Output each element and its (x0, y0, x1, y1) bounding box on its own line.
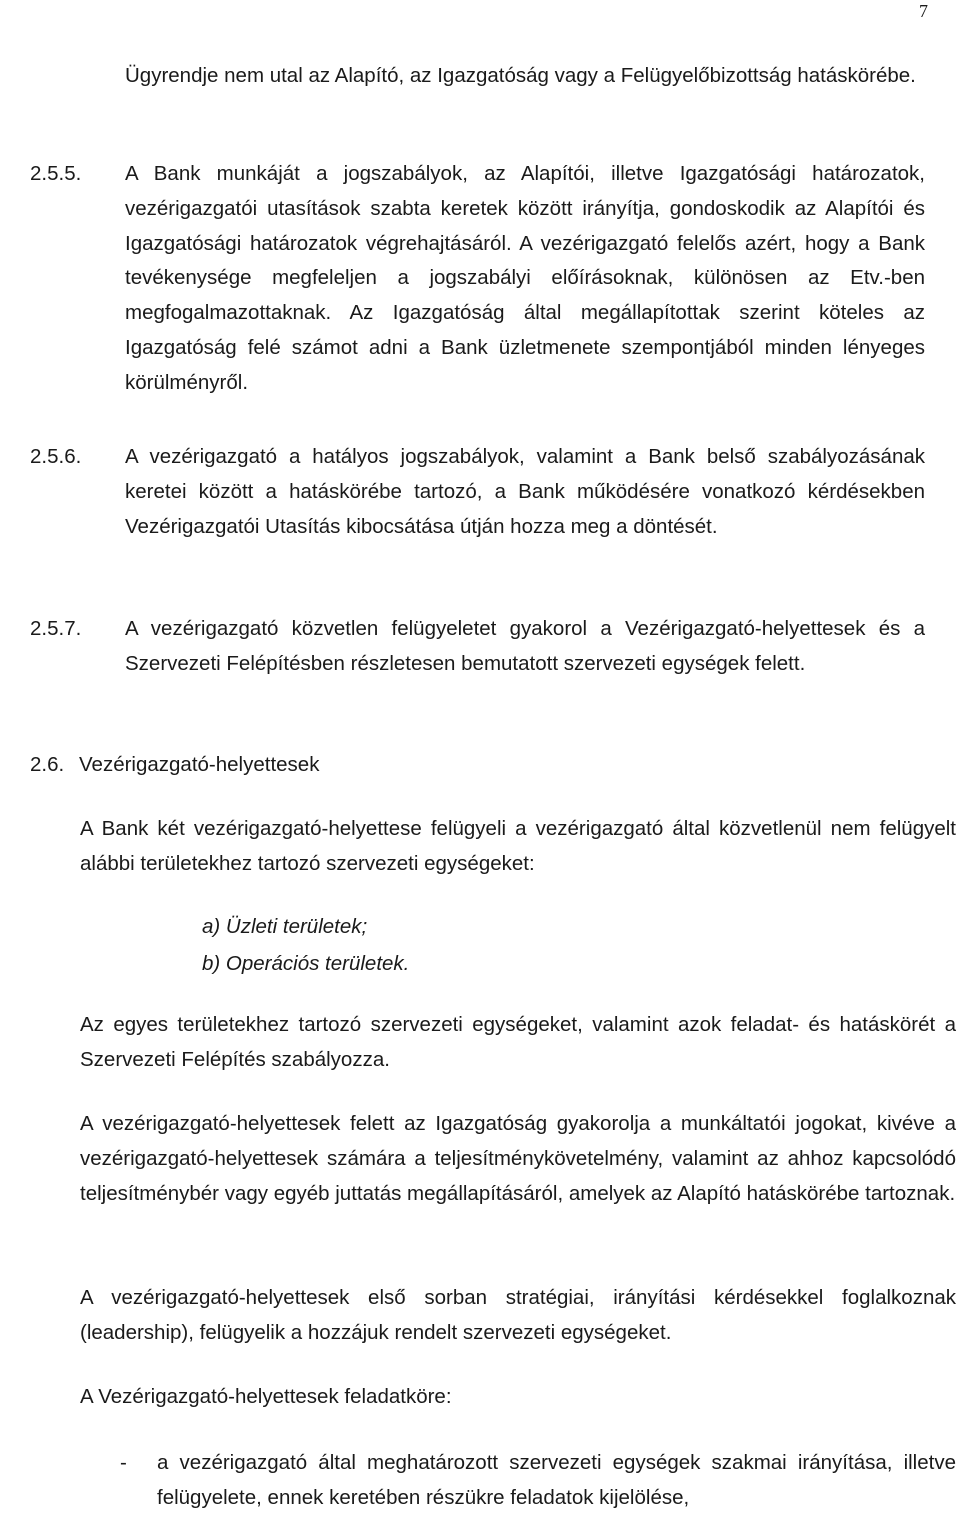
section-number: 2.5.7. (30, 617, 82, 640)
body-paragraph-5: A Vezérigazgató-helyettesek feladatköre: (80, 1385, 452, 1408)
body-paragraph-3: A vezérigazgató-helyettesek felett az Igazgatóság gyakorolja a munkáltatói jogokat, kivéve a vezérigazgató-helyettesek számára a teljesítménykövetelmény, valamint az ahhoz kapcsolódó teljesítménybér vagy egyéb juttatás megállapításáról, amelyek az Alapító hatáskörébe tartoznak. (80, 1112, 956, 1205)
list-item-a: a) Üzleti területek; (202, 915, 368, 938)
heading-number: 2.6. (30, 753, 65, 776)
section-2-5-5 (30, 157, 925, 401)
list-item-b: b) Operációs területek. (202, 952, 410, 975)
section-2-5-6 (30, 440, 925, 544)
list-item (120, 1446, 956, 1516)
section-number: 2.5.5. (30, 162, 82, 185)
list-item-text: a vezérigazgató által meghatározott szervezeti egységek szakmai irányítása, illetve felügyelete, ennek keretében részükre feladatok kijelölése, (157, 1451, 956, 1509)
section-text: A vezérigazgató a hatályos jogszabályok, valamint a Bank belső szabályozásának keretei között a hatáskörébe tartozó, a Bank működésére vonatkozó kérdésekben Vezérigazgatói Utasítás kibocsátása útján hozza meg a döntését. (125, 445, 925, 538)
dash-bullet: - (120, 1451, 127, 1474)
section-number: 2.5.6. (30, 445, 82, 468)
body-paragraph-4: A vezérigazgató-helyettesek első sorban stratégiai, irányítási kérdésekkel foglalkoznak (leadership), felügyelik a hozzájuk rendelt szervezeti egységeket. (80, 1286, 956, 1344)
section-text: A vezérigazgató közvetlen felügyeletet gyakorol a Vezérigazgató-helyettesek és a Szervezeti Felépítésben részletesen bemutatott szervezeti egységek felett. (125, 617, 925, 675)
section-text: A Bank munkáját a jogszabályok, az Alapítói, illetve Igazgatósági határozatok, vezérigazgatói utasítások szabta keretek között irányítja, gondoskodik az Alapítói és Igazgatósági határozatok végrehajtásáról. A vezérigazgató felelős azért, hogy a Bank tevékenysége megfeleljen a jogszabályi előírásoknak, különösen az Etv.-ben megfogalmazottaknak. Az Igazgatóság által megállapítottak szerint köteles az Igazgatóság felé számot adni a Bank üzletmenete szempontjából minden lényeges körülményről. (125, 162, 925, 394)
body-paragraph-1: A Bank két vezérigazgató-helyettese felügyeli a vezérigazgató által közvetlenül nem felügyelt alábbi területekhez tartozó szervezeti egységeket: (80, 817, 956, 875)
body-paragraph-2: Az egyes területekhez tartozó szervezeti egységeket, valamint azok feladat- és hatáskörét a Szervezeti Felépítés szabályozza. (80, 1013, 956, 1071)
responsibility-list (120, 1446, 956, 1516)
page-number: 7 (919, 1, 928, 21)
intro-paragraph: Ügyrendje nem utal az Alapító, az Igazgatóság vagy a Felügyelőbizottság hatáskörébe. (125, 64, 916, 87)
section-heading-2-6 (30, 748, 319, 783)
heading-title: Vezérigazgató-helyettesek (79, 753, 320, 776)
section-2-5-7 (30, 612, 925, 682)
area-list (202, 908, 409, 982)
